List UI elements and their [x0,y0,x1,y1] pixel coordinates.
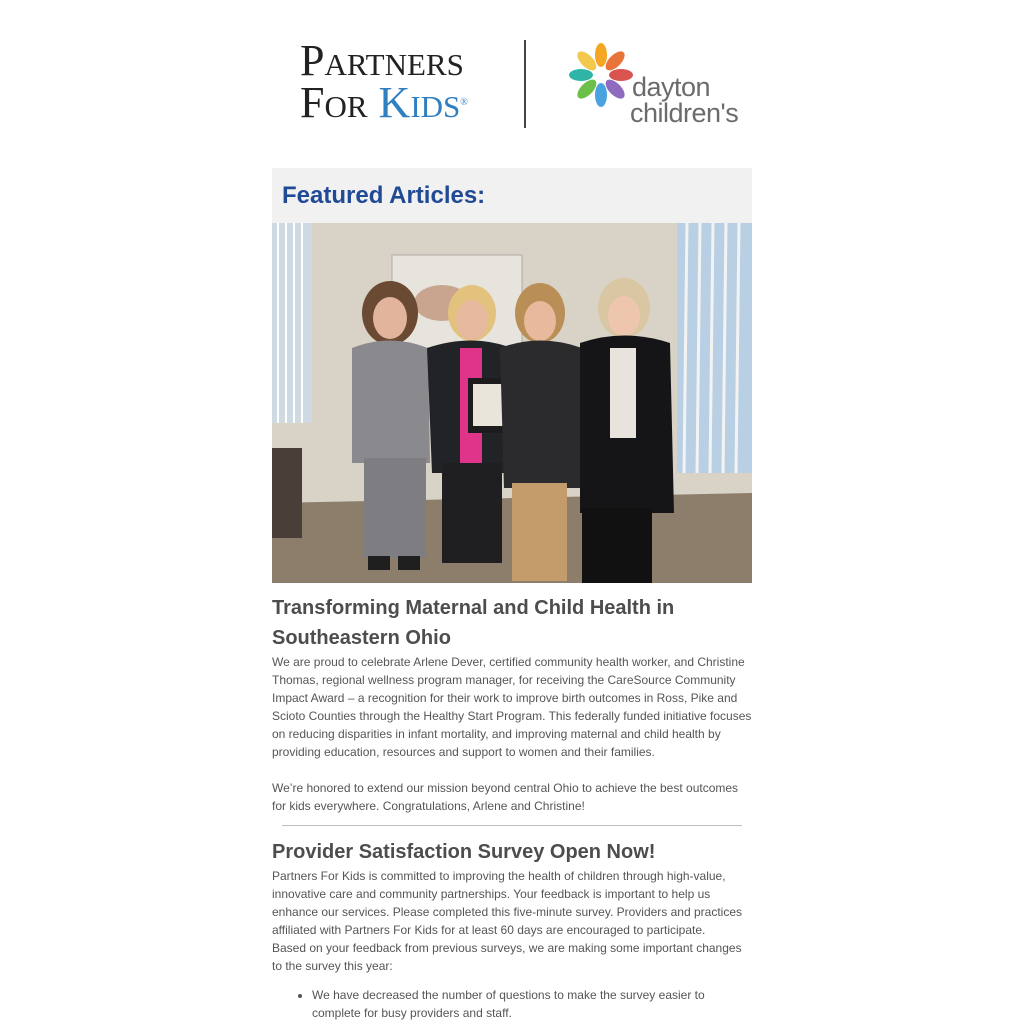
dayton-childrens-pinwheel-icon [566,40,636,110]
award-photo[interactable] [272,223,752,583]
logo-divider [524,40,526,128]
article-body-paragraph: We’re honored to extend our mission beyond central Ohio to achieve the best outcomes for kids everywhere. Congratulations, Arlene and Christine! [272,781,739,813]
article-title-survey[interactable]: Provider Satisfaction Survey Open Now! [272,841,656,863]
survey-body-paragraph: Partners For Kids is committed to improving the health of children through high-value, innovative care and community partnerships. Your feedback is important to help us enhance our services. Please completed this five-minute survey. Providers and practices affiliated with Partners For Kids for at least 60 days are encouraged to participate. [272,869,742,937]
list-item: • We have decreased the number of questions to make the survey easier to complete for busy providers and staff. [312,986,752,1022]
section-divider [282,825,742,826]
logo-line-for-kids [300,78,468,127]
survey-changes-list [272,986,752,1022]
logo-line-partners: Partners [300,36,464,85]
article-title-maternal-health[interactable]: Transforming Maternal and Child Health in Southeastern Ohio [272,597,675,649]
survey-body-paragraph: Based on your feedback from previous surveys, we are making some important changes to the survey this year: [272,941,742,973]
logo-word-for: For [300,78,379,127]
logo-word-dayton: dayton [632,72,711,102]
partners-for-kids-logo[interactable] [300,36,468,127]
featured-articles-band [272,168,752,223]
logo-word-kids: Kids [378,78,461,127]
registered-mark: ® [460,97,468,108]
header-logos [272,30,752,140]
dayton-childrens-logo[interactable] [630,74,738,126]
logo-word-childrens: children's [630,98,739,128]
featured-articles-heading: Featured Articles: [282,182,486,209]
article-body-paragraph: We are proud to celebrate Arlene Dever, certified community health worker, and Christine Thomas, regional wellness program manager, for receiving the CareSource Community Impact Award – a recognition for their work to improve birth outcomes in Ross, Pike and Scioto Counties through the Healthy Start Program. This federally funded initiative focuses on reducing disparities in infant mortality, and improving maternal and child health by providing education, resources and support to women and their families. [272,655,752,759]
